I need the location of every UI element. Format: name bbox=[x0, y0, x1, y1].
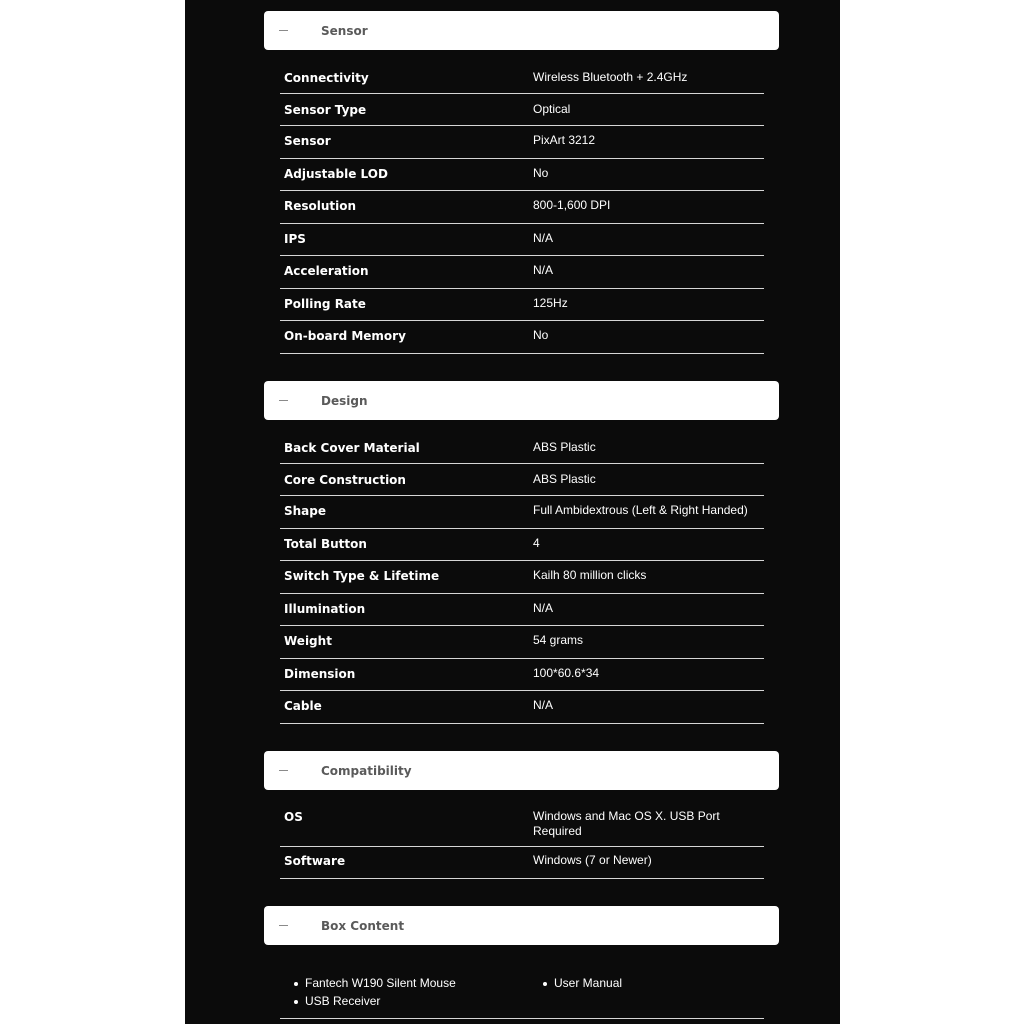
spec-label: Back Cover Material bbox=[284, 441, 420, 455]
spec-value: Optical bbox=[533, 102, 571, 116]
spec-row bbox=[280, 431, 764, 464]
spec-label: Weight bbox=[284, 634, 332, 648]
spec-label: IPS bbox=[284, 232, 306, 246]
section-header-compatibility[interactable] bbox=[264, 751, 779, 790]
spec-value: N/A bbox=[533, 601, 554, 615]
spec-value: 100*60.6*34 bbox=[533, 666, 600, 680]
spec-label: OS bbox=[284, 810, 303, 824]
section-header-box-content[interactable] bbox=[264, 906, 779, 945]
spec-label: Dimension bbox=[284, 667, 356, 681]
spec-label: Sensor Type bbox=[284, 103, 367, 117]
spec-value: 125Hz bbox=[533, 296, 568, 310]
spec-value: N/A bbox=[533, 263, 554, 277]
spec-value: Wireless Bluetooth + 2.4GHz bbox=[533, 70, 688, 84]
specifications-panel bbox=[185, 0, 840, 1024]
collapse-minus-icon bbox=[279, 925, 288, 926]
spec-label: Switch Type & Lifetime bbox=[284, 569, 440, 583]
spec-row bbox=[280, 561, 764, 594]
spec-value: PixArt 3212 bbox=[533, 133, 596, 147]
spec-value: Windows (7 or Newer) bbox=[533, 853, 652, 867]
spec-row bbox=[280, 847, 764, 879]
spec-row bbox=[280, 659, 764, 691]
spec-row bbox=[280, 126, 764, 159]
list-item: USB Receiver bbox=[291, 992, 456, 1010]
spec-row bbox=[280, 691, 764, 724]
spec-value: ABS Plastic bbox=[533, 472, 596, 486]
box-content-row bbox=[280, 966, 764, 1019]
spec-label: Illumination bbox=[284, 602, 366, 616]
spec-label: Polling Rate bbox=[284, 297, 366, 311]
spec-label: Connectivity bbox=[284, 71, 369, 85]
list-item: User Manual bbox=[540, 974, 622, 992]
spec-row bbox=[280, 159, 764, 191]
sensor-spec-table bbox=[280, 61, 764, 354]
spec-label: On-board Memory bbox=[284, 329, 406, 343]
spec-value: Full Ambidextrous (Left & Right Handed) bbox=[533, 503, 748, 517]
spec-row bbox=[280, 626, 764, 659]
compatibility-spec-table bbox=[280, 801, 764, 879]
spec-value: 800-1,600 DPI bbox=[533, 198, 611, 212]
spec-value: No bbox=[533, 166, 549, 180]
spec-label: Acceleration bbox=[284, 264, 369, 278]
spec-value: 4 bbox=[533, 536, 540, 550]
section-title: Box Content bbox=[321, 919, 405, 933]
spec-label: Sensor bbox=[284, 134, 331, 148]
box-content-list-left bbox=[291, 974, 456, 1010]
spec-label: Adjustable LOD bbox=[284, 167, 388, 181]
spec-row bbox=[280, 801, 764, 847]
spec-value: N/A bbox=[533, 698, 554, 712]
spec-value: N/A bbox=[533, 231, 554, 245]
section-header-design[interactable] bbox=[264, 381, 779, 420]
spec-label: Cable bbox=[284, 699, 322, 713]
section-title: Sensor bbox=[321, 24, 368, 38]
spec-value: 54 grams bbox=[533, 633, 584, 647]
spec-row bbox=[280, 94, 764, 126]
box-content-list-right bbox=[540, 974, 622, 992]
spec-row bbox=[280, 224, 764, 256]
spec-row bbox=[280, 529, 764, 561]
collapse-minus-icon bbox=[279, 30, 288, 31]
spec-label: Total Button bbox=[284, 537, 367, 551]
spec-row bbox=[280, 496, 764, 529]
spec-row bbox=[280, 256, 764, 289]
design-spec-table bbox=[280, 431, 764, 724]
list-item: Fantech W190 Silent Mouse bbox=[291, 974, 456, 992]
box-content-table bbox=[280, 966, 764, 1019]
collapse-minus-icon bbox=[279, 770, 288, 771]
spec-row bbox=[280, 191, 764, 224]
spec-value: ABS Plastic bbox=[533, 440, 596, 454]
spec-row bbox=[280, 289, 764, 321]
spec-label: Software bbox=[284, 854, 346, 868]
spec-row bbox=[280, 61, 764, 94]
spec-value: No bbox=[533, 328, 549, 342]
section-header-sensor[interactable] bbox=[264, 11, 779, 50]
spec-value: Kailh 80 million clicks bbox=[533, 568, 647, 582]
spec-value: Windows and Mac OS X. USB Port Required bbox=[533, 809, 720, 838]
spec-label: Shape bbox=[284, 504, 327, 518]
spec-row bbox=[280, 464, 764, 496]
spec-label: Resolution bbox=[284, 199, 357, 213]
section-title: Design bbox=[321, 394, 368, 408]
spec-label: Core Construction bbox=[284, 473, 406, 487]
spec-row bbox=[280, 594, 764, 626]
section-title: Compatibility bbox=[321, 764, 412, 778]
spec-row bbox=[280, 321, 764, 354]
collapse-minus-icon bbox=[279, 400, 288, 401]
